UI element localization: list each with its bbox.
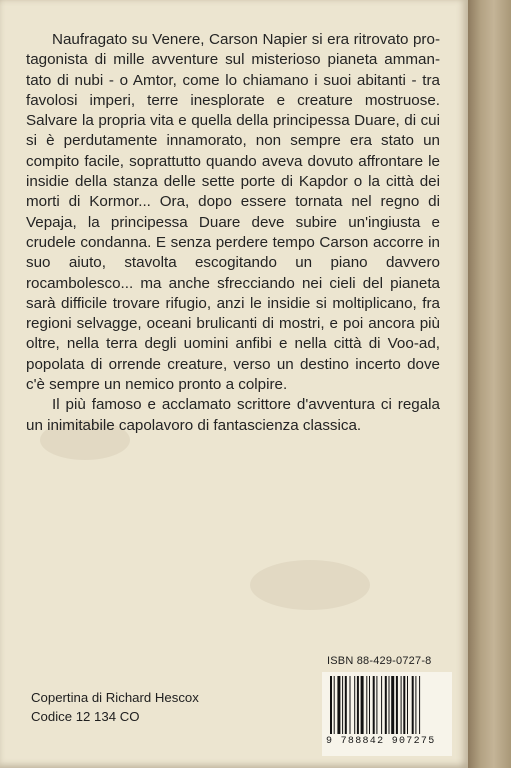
barcode-bar [354, 676, 355, 734]
barcode-bars [330, 676, 444, 736]
paper-stain [250, 560, 370, 610]
barcode-bar [391, 676, 394, 734]
barcode-bar [385, 676, 387, 734]
tagline-paragraph: Il più famoso e acclamato scrittore d'avventura ci regala un inimitabile capolavoro di fantascienza classica. [26, 396, 440, 434]
barcode-bar [407, 676, 408, 734]
barcode [322, 672, 452, 756]
barcode-bar [330, 676, 332, 734]
barcode-digits: 9 788842 907275 [326, 736, 436, 747]
barcode-bar [403, 676, 405, 734]
barcode-bar [389, 676, 390, 734]
barcode-bar [366, 676, 367, 734]
cover-artist-credit: Copertina di Richard Hescox [31, 690, 199, 705]
barcode-bar [396, 676, 398, 734]
credits-block [31, 688, 199, 726]
barcode-bar [357, 676, 359, 734]
barcode-bar [337, 676, 340, 734]
barcode-bar [373, 676, 375, 734]
product-code: Codice 12 134 CO [31, 709, 140, 724]
barcode-bar [345, 676, 347, 734]
page-edge [468, 0, 511, 768]
barcode-bar [342, 676, 343, 734]
barcode-bar [415, 676, 416, 734]
barcode-bar [412, 676, 414, 734]
synopsis-paragraph: Naufragato su Venere, Carson Napier si era ritrovato protagonista di mille avventure sul misterioso pianeta ammantato di nubi - o Amtor, come lo chiamano i suoi abitanti - tra favolosi imperi, terre inesplorate e creature mostruose. Salvare la propria vita e quella della principessa Duare, di cui si è perdutamente innamorato, non sempre era stato un compito facile, soprattutto quando aveva dovuto affrontare le insidie della stanza delle sette porte di Kapdor o la città dei morti di Kormor... Ora, dopo essere tornata nel regno di Vepaja, la principessa Duare deve subire un'ingiusta e crudele condanna. E senza perdere tempo Carson accorre in suo aiuto, stavolta escogitando un piano davvero rocambolesco... ma anche sfrecciando nei cieli del pianeta sarà difficile trovare rifugio, anzi le insidie si moltiplicano, fra regioni selvagge, oceani brulicanti di mostri, e poi ancora più oltre, nella terra degli uomini anfibi e nella città di Voo-ad, popolata di orrende creature, verso un destino incerto dove c'è sempre un nemico pronto a colpire. [26, 31, 440, 394]
synopsis-text [26, 30, 440, 436]
barcode-bar [419, 676, 420, 734]
barcode-bar [381, 676, 382, 734]
barcode-bar [361, 676, 364, 734]
barcode-bar [401, 676, 402, 734]
barcode-bar [350, 676, 351, 734]
barcode-bar [334, 676, 335, 734]
barcode-bar [376, 676, 377, 734]
barcode-bar [369, 676, 370, 734]
isbn-label: ISBN 88-429-0727-8 [327, 655, 432, 667]
